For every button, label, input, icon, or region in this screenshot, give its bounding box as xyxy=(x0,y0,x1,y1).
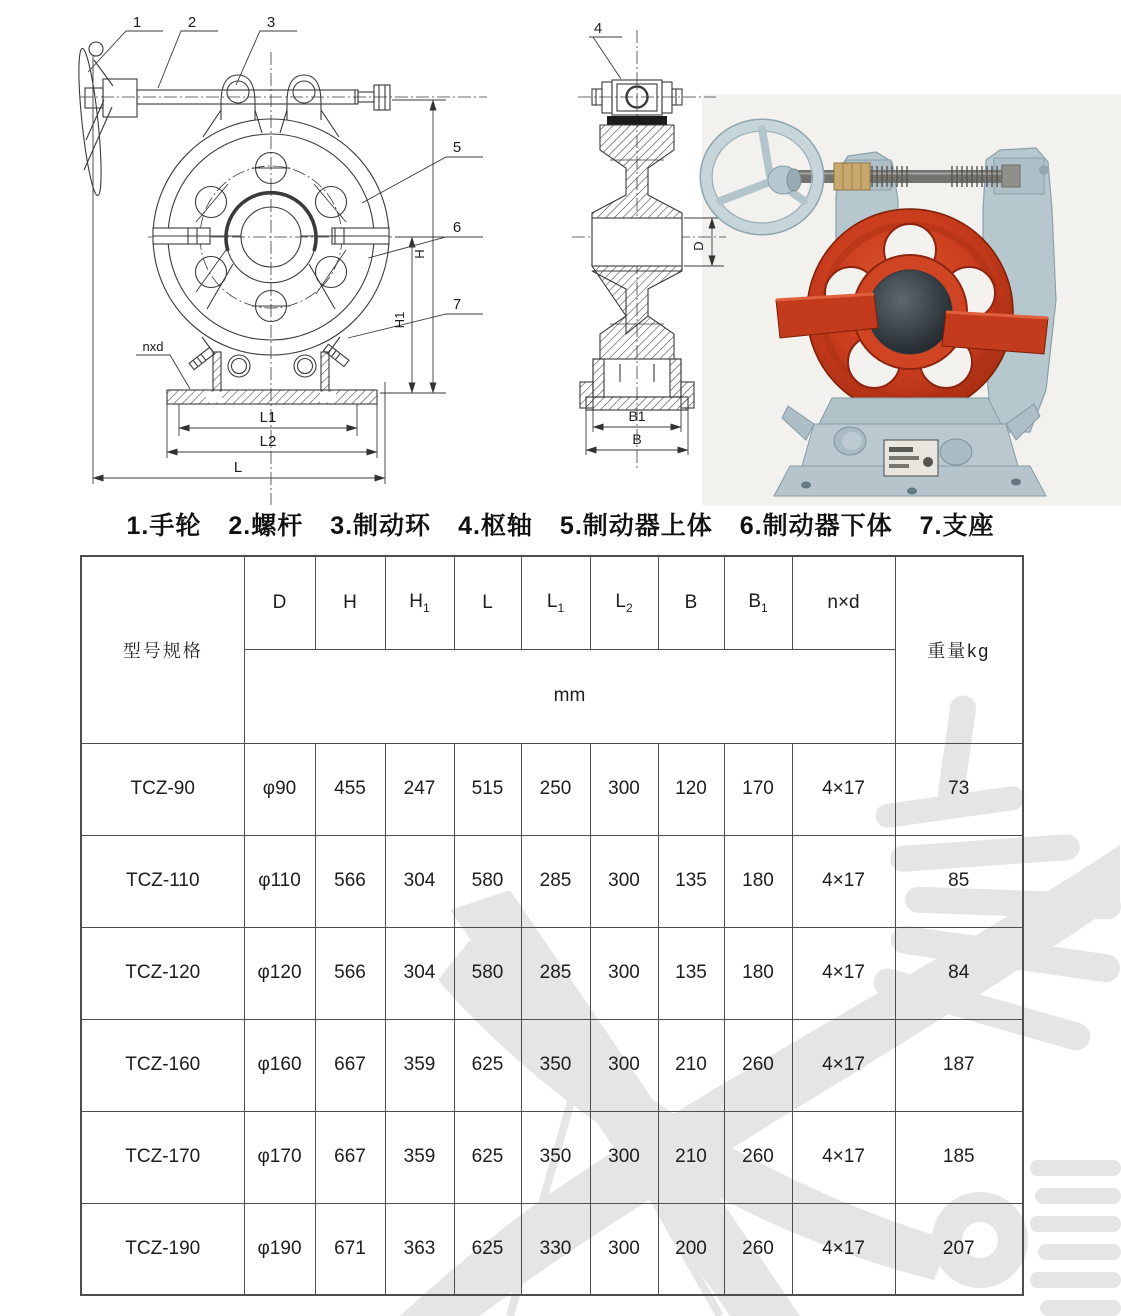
value-cell: 515 xyxy=(454,743,521,835)
value-cell: φ170 xyxy=(244,1111,315,1203)
dim-d: D xyxy=(691,241,706,251)
model-cell: TCZ-110 xyxy=(81,835,244,927)
value-cell: 300 xyxy=(590,927,658,1019)
value-cell: φ120 xyxy=(244,927,315,1019)
value-cell: 250 xyxy=(521,743,590,835)
value-cell: 580 xyxy=(454,835,521,927)
table-row xyxy=(81,1203,1023,1295)
value-cell: 625 xyxy=(454,1203,521,1295)
table-row xyxy=(81,927,1023,1019)
value-cell: 566 xyxy=(315,835,385,927)
lower-body-section xyxy=(592,266,682,359)
value-cell: φ110 xyxy=(244,835,315,927)
handwheel-front xyxy=(74,42,137,196)
unit-cell: mm xyxy=(244,649,895,743)
weight-cell: 187 xyxy=(895,1019,1023,1111)
value-cell: 671 xyxy=(315,1203,385,1295)
value-cell: 300 xyxy=(590,743,658,835)
dim-h: H xyxy=(412,249,427,259)
model-cell: TCZ-190 xyxy=(81,1203,244,1295)
value-cell: 210 xyxy=(658,1019,724,1111)
col-header-7: $B_1$ xyxy=(724,556,792,649)
dim-l: L xyxy=(233,459,243,476)
legend-item-5: 5.制动器上体 xyxy=(559,512,713,540)
weight-cell: 185 xyxy=(895,1111,1023,1203)
value-cell: 4×17 xyxy=(792,1203,895,1295)
base-plate-front xyxy=(167,390,377,404)
col-header-0: D xyxy=(244,556,315,649)
dim-nxd: nxd xyxy=(142,339,164,354)
legend-item-2: 2.螺杆 xyxy=(228,512,304,540)
value-cell: 4×17 xyxy=(792,835,895,927)
table-row xyxy=(81,1019,1023,1111)
legend-item-6: 6.制动器下体 xyxy=(739,512,893,540)
weight-cell: 84 xyxy=(895,927,1023,1019)
value-cell: 200 xyxy=(658,1203,724,1295)
callout-1: 1 xyxy=(132,14,142,31)
support-legs xyxy=(189,337,349,392)
value-cell: φ160 xyxy=(244,1019,315,1111)
value-cell: 180 xyxy=(724,927,792,1019)
value-cell: 180 xyxy=(724,835,792,927)
callout-3: 3 xyxy=(266,14,276,31)
value-cell: 350 xyxy=(521,1019,590,1111)
table-row xyxy=(81,1111,1023,1203)
col-header-2: $H_1$ xyxy=(385,556,454,649)
value-cell: 210 xyxy=(658,1111,724,1203)
spec-table xyxy=(80,555,1024,1296)
callout-7: 7 xyxy=(452,296,462,313)
value-cell: 135 xyxy=(658,927,724,1019)
value-cell: 260 xyxy=(724,1019,792,1111)
value-cell: 359 xyxy=(385,1019,454,1111)
value-cell: 300 xyxy=(590,1019,658,1111)
value-cell: 170 xyxy=(724,743,792,835)
value-cell: 260 xyxy=(724,1203,792,1295)
value-cell: 304 xyxy=(385,927,454,1019)
model-header-cell: 型号规格 xyxy=(81,556,244,743)
col-header-3: L xyxy=(454,556,521,649)
col-header-6: B xyxy=(658,556,724,649)
value-cell: 304 xyxy=(385,835,454,927)
value-cell: 566 xyxy=(315,927,385,1019)
value-cell: 120 xyxy=(658,743,724,835)
table-row xyxy=(81,835,1023,927)
callout-6: 6 xyxy=(452,219,462,236)
dim-h1: H1 xyxy=(392,311,407,329)
value-cell: φ190 xyxy=(244,1203,315,1295)
dim-l2: L2 xyxy=(259,433,277,450)
weight-cell: 73 xyxy=(895,743,1023,835)
col-header-1: H xyxy=(315,556,385,649)
value-cell: 300 xyxy=(590,1111,658,1203)
value-cell: 300 xyxy=(590,1203,658,1295)
legend-item-1: 1.手轮 xyxy=(126,512,202,540)
value-cell: 260 xyxy=(724,1111,792,1203)
value-cell: 580 xyxy=(454,927,521,1019)
value-cell: 285 xyxy=(521,927,590,1019)
value-cell: 625 xyxy=(454,1111,521,1203)
table-row xyxy=(81,743,1023,835)
value-cell: 247 xyxy=(385,743,454,835)
col-header-4: $L_1$ xyxy=(521,556,590,649)
value-cell: 667 xyxy=(315,1111,385,1203)
legend-item-7: 7.支座 xyxy=(919,512,995,540)
value-cell: 135 xyxy=(658,835,724,927)
legend-item-4: 4.枢轴 xyxy=(458,512,533,540)
model-cell: TCZ-90 xyxy=(81,743,244,835)
model-cell: TCZ-120 xyxy=(81,927,244,1019)
weight-header-cell: 重量kg xyxy=(895,556,1023,743)
value-cell: 455 xyxy=(315,743,385,835)
front-view-drawing xyxy=(74,14,487,505)
value-cell: 300 xyxy=(590,835,658,927)
dim-b: B xyxy=(632,431,642,447)
value-cell: 667 xyxy=(315,1019,385,1111)
brake-drum-section xyxy=(592,218,682,266)
value-cell: 363 xyxy=(385,1203,454,1295)
value-cell: 359 xyxy=(385,1111,454,1203)
clamp-pad xyxy=(607,116,667,125)
value-cell: 330 xyxy=(521,1203,590,1295)
value-cell: 285 xyxy=(521,835,590,927)
value-cell: φ90 xyxy=(244,743,315,835)
dim-b1: B1 xyxy=(628,408,646,424)
callout-2: 2 xyxy=(187,14,197,31)
value-cell: 4×17 xyxy=(792,1111,895,1203)
value-cell: 4×17 xyxy=(792,1019,895,1111)
spec-table-body xyxy=(81,556,1023,1295)
screw-rod xyxy=(137,85,390,110)
value-cell: 4×17 xyxy=(792,743,895,835)
value-cell: 625 xyxy=(454,1019,521,1111)
technical-drawings xyxy=(0,0,1121,548)
col-header-5: $L_2$ xyxy=(590,556,658,649)
weight-cell: 207 xyxy=(895,1203,1023,1295)
header-row xyxy=(81,556,1023,649)
legend-item-3: 3.制动环 xyxy=(330,512,432,540)
col-header-8: n×d xyxy=(792,556,895,649)
parts-legend xyxy=(0,506,1121,542)
callout-5: 5 xyxy=(452,139,462,156)
callout-4: 4 xyxy=(593,20,603,37)
model-cell: TCZ-170 xyxy=(81,1111,244,1203)
dim-l1: L1 xyxy=(259,409,277,426)
upper-body-section xyxy=(592,125,682,218)
value-cell: 4×17 xyxy=(792,927,895,1019)
value-cell: 350 xyxy=(521,1111,590,1203)
weight-cell: 85 xyxy=(895,835,1023,927)
model-cell: TCZ-160 xyxy=(81,1019,244,1111)
